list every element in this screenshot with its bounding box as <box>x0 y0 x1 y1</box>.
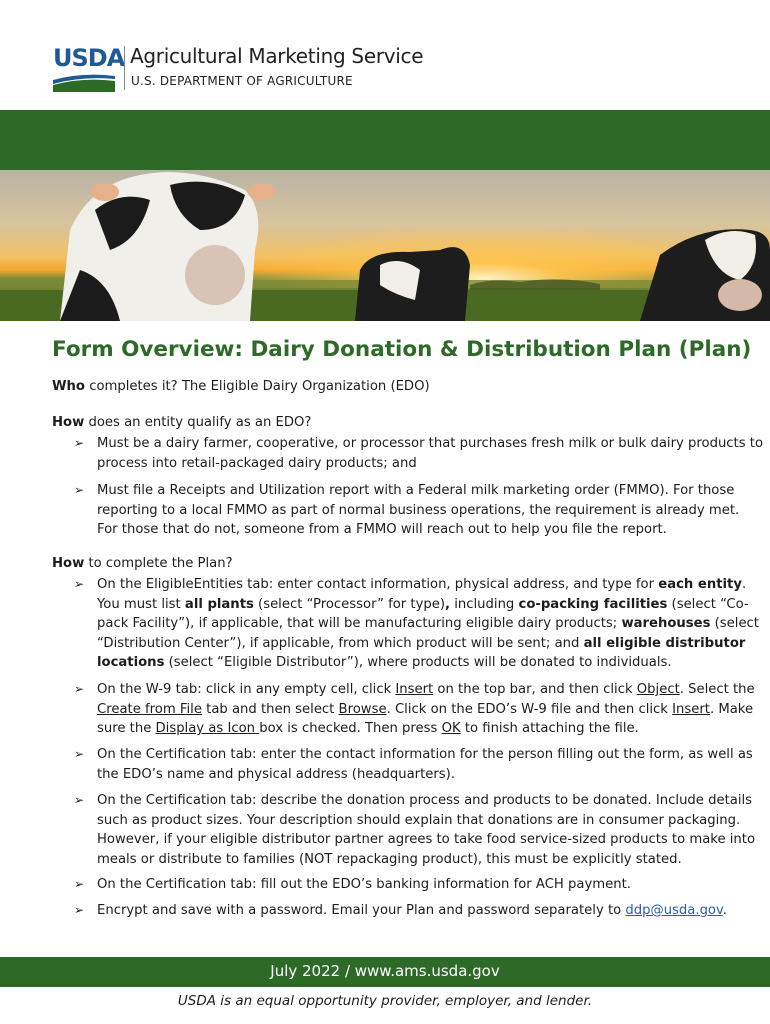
list-item-line: On the Certification tab: describe the donation process and products to be donated. Include details <box>97 793 753 808</box>
list-item <box>97 481 747 540</box>
text: . <box>722 903 727 918</box>
text: You must list <box>97 596 185 612</box>
how-qualify-heading <box>52 413 311 433</box>
text: box is checked. Then press <box>259 721 442 736</box>
list-item-line <box>97 614 759 634</box>
how-qualify-label: How <box>52 415 85 430</box>
list-item-line: meals or distribute to families (NOT repackaging product), this must be explicitly stated. <box>97 851 682 867</box>
arrow-bullet-icon: ➢ <box>74 793 85 807</box>
header-green-band <box>0 110 770 170</box>
list-item <box>97 680 755 739</box>
footer-text: July 2022 / www.ams.usda.gov <box>270 962 500 980</box>
who-paragraph <box>52 377 430 397</box>
text: to finish attaching the file. <box>460 721 639 736</box>
how-qualify-text: does an entity qualify as an EDO? <box>84 415 312 430</box>
who-text: completes it? The Eligible Dairy Organization (EDO) <box>85 379 430 394</box>
text: (select <box>710 616 759 631</box>
list-item-line <box>97 595 747 615</box>
list-item-line: process into retail-packaged dairy products; and <box>97 455 417 471</box>
who-label: Who <box>52 379 85 394</box>
list-item-line <box>97 680 755 700</box>
browse-term: Browse <box>338 701 387 717</box>
arrow-bullet-icon: ➢ <box>74 747 85 761</box>
text: pack Facility”), if applicable, that will be manufacturing eligible dairy products; <box>97 616 622 631</box>
header <box>0 0 770 110</box>
arrow-bullet-icon: ➢ <box>74 436 85 450</box>
list-item <box>97 745 753 784</box>
insert-term: Insert <box>395 682 434 697</box>
text-bold: all plants <box>184 596 254 612</box>
text-bold: all eligible distributor <box>583 635 746 651</box>
arrow-bullet-icon: ➢ <box>74 682 85 696</box>
usda-logo-text: USDA <box>53 44 125 72</box>
list-item-line <box>97 634 747 654</box>
text: sure the <box>97 721 156 736</box>
object-term: Object <box>636 682 680 697</box>
arrow-bullet-icon: ➢ <box>74 577 85 591</box>
text: tab and then select <box>201 701 339 717</box>
list-item <box>97 875 747 895</box>
list-item-line: such as product sizes. Your description should explain that donations are in consumer packaging. <box>97 812 741 828</box>
text: on the top bar, and then click <box>433 682 637 697</box>
text: (select “Processor” for type) <box>253 596 446 612</box>
agency-name: Agricultural Marketing Service <box>130 44 424 68</box>
text: (select “Eligible Distributor”), where products will be donated to individuals. <box>164 655 672 670</box>
text-bold: warehouses <box>621 616 711 631</box>
list-item <box>97 434 764 473</box>
list-item-line: Must be a dairy farmer, cooperative, or processor that purchases fresh milk or bulk dairy products to <box>97 436 764 451</box>
text: including <box>450 596 519 612</box>
text: . Make <box>709 701 754 717</box>
list-item-line: Must file a Receipts and Utilization report with a Federal milk marketing order (FMMO). For those <box>97 483 735 498</box>
list-item-line: On the Certification tab: fill out the EDO’s banking information for ACH payment. <box>97 877 631 892</box>
list-item-line: reporting to a local FMMO as part of normal business operations, the requirement is already met. <box>97 502 740 518</box>
how-complete-text: to complete the Plan? <box>84 556 233 571</box>
text: (select “Co- <box>667 596 749 612</box>
text-bold: , <box>445 596 451 612</box>
display-as-icon-term: Display as Icon <box>155 721 260 736</box>
list-item <box>97 901 747 921</box>
email-link[interactable]: ddp@usda.gov <box>625 903 723 918</box>
text-bold: co-packing facilities <box>518 596 668 612</box>
how-complete-heading <box>52 554 233 574</box>
arrow-bullet-icon: ➢ <box>74 483 85 497</box>
text: . Select the <box>679 682 755 697</box>
arrow-bullet-icon: ➢ <box>74 903 85 917</box>
arrow-bullet-icon: ➢ <box>74 877 85 891</box>
ok-term: OK <box>441 721 461 736</box>
create-from-file-term: Create from File <box>97 701 202 717</box>
insert-term: Insert <box>672 701 710 717</box>
list-item-line <box>97 700 754 720</box>
text: Encrypt and save with a password. Email your Plan and password separately to <box>97 903 626 918</box>
list-item-line <box>97 575 747 595</box>
list-item <box>97 791 756 869</box>
text: On the EligibleEntities tab: enter contact information, physical address, and type for <box>97 577 659 592</box>
list-item-line <box>97 901 747 921</box>
footer-tagline: USDA is an equal opportunity provider, employer, and lender. <box>177 993 593 1009</box>
text: On the W-9 tab: click in any empty cell, click <box>97 682 396 697</box>
cows-illustration <box>0 170 770 321</box>
list-item-line: However, if your eligible distributor partner agrees to take food service-sized products to make into <box>97 832 756 847</box>
hero-image-cows <box>0 170 770 321</box>
department-name: U.S. DEPARTMENT OF AGRICULTURE <box>131 74 353 88</box>
list-item <box>97 575 759 673</box>
text-bold: each entity <box>658 577 742 592</box>
list-item-line <box>97 719 747 739</box>
list-item-line: the EDO’s name and physical address (headquarters). <box>97 766 456 782</box>
list-item-line: For those that do not, someone from a FMMO will reach out to help you file the report. <box>97 522 667 537</box>
how-complete-label: How <box>52 556 85 571</box>
page-title: Form Overview: Dairy Donation & Distribution Plan (Plan) <box>52 337 752 362</box>
logo-divider <box>124 46 125 90</box>
list-item-line <box>97 653 747 673</box>
usda-logo-swoosh <box>53 72 115 92</box>
text: . <box>741 577 747 592</box>
text: . Click on the EDO’s W-9 file and then click <box>386 701 673 717</box>
text: “Distribution Center”), if applicable, from which product will be sent; and <box>97 635 584 651</box>
text-bold: locations <box>97 655 165 670</box>
list-item-line: On the Certification tab: enter the contact information for the person filling out the form, as well as <box>97 747 753 762</box>
